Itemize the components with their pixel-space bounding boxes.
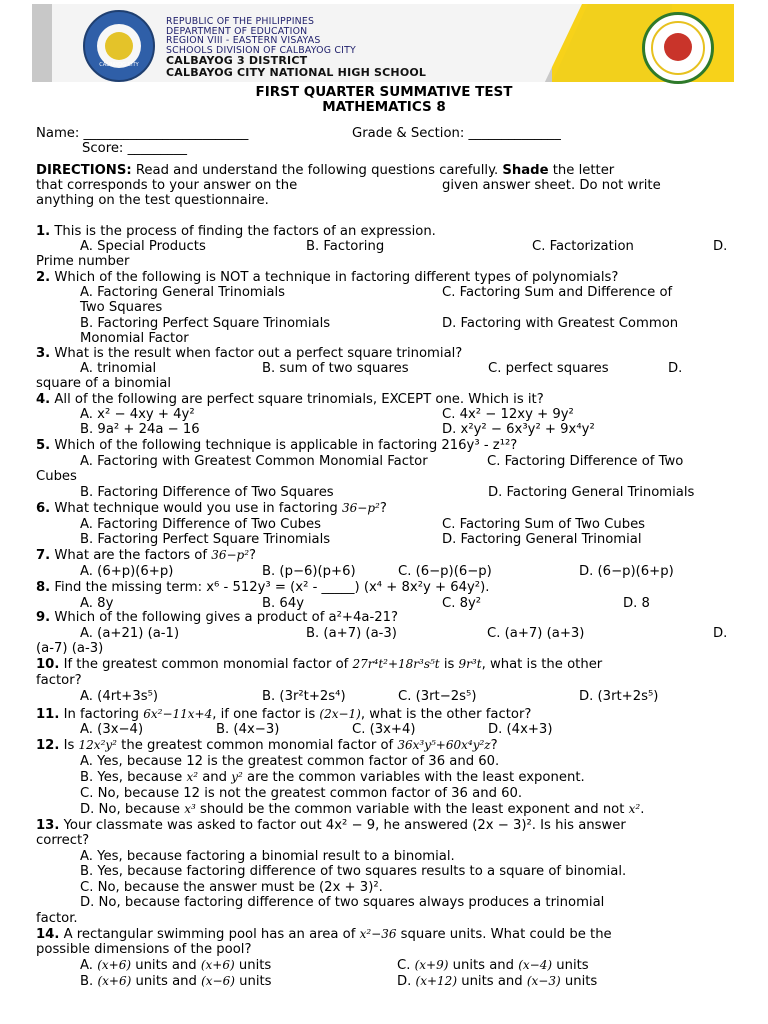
q6-option-c: C. Factoring Sum of Two Cubes: [442, 517, 646, 532]
q10-option-b: B. (3r²t+2s⁴): [262, 689, 346, 704]
question-10: 10. If the greatest common monomial factor of 27r⁴t²+18r³s⁵t is 9r³t, what is the other: [36, 657, 603, 672]
q9-option-d-text: (a-7) (a-3): [36, 641, 104, 656]
q9-option-a: A. (a+21) (a-1): [80, 626, 180, 641]
q2-option-d: D. Factoring with Greatest Common: [442, 316, 679, 331]
q1-option-d: D.: [713, 239, 728, 254]
header-line-school: CALBAYOG CITY NATIONAL HIGH SCHOOL: [166, 65, 427, 79]
header-line-division: SCHOOLS DIVISION OF CALBAYOG CITY: [166, 44, 356, 56]
q7-option-b: B. (p−6)(p+6): [262, 564, 356, 579]
q13-option-b: B. Yes, because factoring difference of two squares results to a square of binomial.: [80, 864, 627, 879]
q13-option-d: D. No, because factoring difference of two squares always produces a trinomial: [80, 895, 605, 910]
school-seal-logo: [642, 12, 714, 84]
q2-option-c: C. Factoring Sum and Difference of: [442, 285, 673, 300]
q2-option-b: B. Factoring Perfect Square Trinomials: [80, 316, 331, 331]
q11-option-a: A. (3x−4): [80, 722, 144, 737]
question-13-cont: correct?: [36, 833, 90, 848]
header-text: [166, 17, 426, 78]
question-13: 13. Your classmate was asked to factor out 4x² − 9, he answered (2x − 3)². Is his answer: [36, 818, 626, 833]
q1-option-d-text: Prime number: [36, 254, 130, 269]
q11-option-b: B. (4x−3): [216, 722, 280, 737]
question-10-cont: factor?: [36, 673, 82, 688]
q12-option-a: A. Yes, because 12 is the greatest common factor of 36 and 60.: [80, 754, 500, 769]
q3-option-d-text: square of a binomial: [36, 376, 172, 391]
q6-option-d: D. Factoring General Trinomial: [442, 532, 642, 547]
q4-option-c: C. 4x² − 12xy + 9y²: [442, 407, 574, 422]
q1-option-c: C. Factorization: [532, 239, 634, 254]
q14-option-a: A. (x+6) units and (x+6) units: [80, 958, 272, 973]
q6-option-a: A. Factoring Difference of Two Cubes: [80, 517, 322, 532]
q2-option-a: A. Factoring General Trinomials: [80, 285, 286, 300]
q1-option-a: A. Special Products: [80, 239, 206, 254]
q3-option-a: A. trinomial: [80, 361, 157, 376]
question-14: 14. A rectangular swimming pool has an area of x²−36 square units. What could be the: [36, 927, 612, 942]
q7-option-d: D. (6−p)(6+p): [579, 564, 674, 579]
q5-option-c-cont: Cubes: [36, 469, 77, 484]
q2-option-c-cont: Two Squares: [80, 300, 163, 315]
question-5: 5. Which of the following technique is applicable in factoring 216y³ - z¹²?: [36, 438, 518, 453]
header-line-district: CALBAYOG 3 DISTRICT: [166, 54, 308, 68]
question-7: 7. What are the factors of 36−p²?: [36, 548, 257, 563]
q11-option-c: C. (3x+4): [352, 722, 416, 737]
q12-option-b: B. Yes, because x² and y² are the common variables with the least exponent.: [80, 770, 585, 785]
q13-option-a: A. Yes, because factoring a binomial result to a binomial.: [80, 849, 455, 864]
q9-option-c: C. (a+7) (a+3): [487, 626, 585, 641]
q11-option-d: D. (4x+3): [488, 722, 553, 737]
question-2: 2. Which of the following is NOT a technique in factoring different types of polynomials?: [36, 270, 619, 285]
question-3: 3. What is the result when factor out a perfect square trinomial?: [36, 346, 463, 361]
question-9: 9. Which of the following gives a product of a²+4a-21?: [36, 610, 398, 625]
question-14-cont: possible dimensions of the pool?: [36, 942, 252, 957]
header-line-republic: REPUBLIC OF THE PHILIPPINES: [166, 16, 315, 27]
directions-line-2b: given answer sheet. Do not write: [442, 178, 661, 193]
header-line-deped: DEPARTMENT OF EDUCATION: [166, 25, 308, 37]
q6-option-b: B. Factoring Perfect Square Trinomials: [80, 532, 331, 547]
subject-title: MATHEMATICS 8: [322, 99, 446, 115]
q5-option-a: A. Factoring with Greatest Common Monomial Factor: [80, 454, 428, 469]
question-4: 4. All of the following are perfect square trinomials, EXCEPT one. Which is it?: [36, 392, 544, 407]
q8-option-d: D. 8: [623, 596, 650, 611]
directions-label: DIRECTIONS:: [36, 163, 132, 178]
q8-option-b: B. 64y: [262, 596, 305, 611]
q8-option-a: A. 8y: [80, 596, 114, 611]
q14-option-b: B. (x+6) units and (x−6) units: [80, 974, 272, 989]
score-field: Score: _________: [82, 141, 187, 156]
left-logo-text: CALBAYOG CITY: [99, 62, 139, 68]
q4-option-d: D. x²y² − 6x³y² + 9x⁴y²: [442, 422, 595, 437]
q5-option-c: C. Factoring Difference of Two: [487, 454, 684, 469]
q3-option-c: C. perfect squares: [488, 361, 609, 376]
q3-option-d: D.: [668, 361, 683, 376]
q8-option-c: C. 8y²: [442, 596, 482, 611]
question-12: 12. Is 12x²y² the greatest common monomial factor of 36x³y⁵+60x⁴y²z?: [36, 738, 498, 753]
q7-option-c: C. (6−p)(6−p): [398, 564, 492, 579]
header-line-region: REGION VIII - EASTERN VISAYAS: [166, 35, 321, 47]
q13-option-c: C. No, because the answer must be (2x + 3)².: [80, 880, 383, 895]
q7-option-a: A. (6+p)(6+p): [80, 564, 174, 579]
name-field: Name: _________________________: [36, 126, 249, 141]
q9-option-b: B. (a+7) (a-3): [306, 626, 397, 641]
question-6: 6. What technique would you use in factoring 36−p²?: [36, 501, 387, 516]
q4-option-b: B. 9a² + 24a − 16: [80, 422, 200, 437]
q10-option-c: C. (3rt−2s⁵): [398, 689, 477, 704]
question-1: 1. This is the process of finding the factors of an expression.: [36, 224, 436, 239]
q4-option-a: A. x² − 4xy + 4y²: [80, 407, 195, 422]
directions-line-1: DIRECTIONS: Read and understand the following questions carefully. Shade the letter: [36, 163, 615, 178]
q5-option-b: B. Factoring Difference of Two Squares: [80, 485, 334, 500]
q2-option-d-cont: Monomial Factor: [80, 331, 189, 346]
question-8: 8. Find the missing term: x⁶ - 512y³ = (x² - _____) (x⁴ + 8x²y + 64y²).: [36, 580, 490, 595]
q9-option-d: D.: [713, 626, 728, 641]
q12-option-d: D. No, because x³ should be the common variable with the least exponent and not x².: [80, 802, 645, 817]
directions-line-3: anything on the test questionnaire.: [36, 193, 269, 208]
q14-option-c: C. (x+9) units and (x−4) units: [397, 958, 589, 973]
q1-option-b: B. Factoring: [306, 239, 385, 254]
q13-option-d-cont: factor.: [36, 911, 78, 926]
grade-section-field: Grade & Section: ______________: [352, 126, 561, 141]
question-11: 11. In factoring 6x²−11x+4, if one factor is (2x−1), what is the other factor?: [36, 707, 532, 722]
q12-option-c: C. No, because 12 is not the greatest common factor of 36 and 60.: [80, 786, 523, 801]
q10-option-d: D. (3rt+2s⁵): [579, 689, 659, 704]
q10-option-a: A. (4rt+3s⁵): [80, 689, 159, 704]
division-seal-logo: [83, 10, 155, 82]
q14-option-d: D. (x+12) units and (x−3) units: [397, 974, 598, 989]
test-title: FIRST QUARTER SUMMATIVE TEST: [255, 84, 513, 100]
directions-line-2a: that corresponds to your answer on the: [36, 178, 298, 193]
q5-option-d: D. Factoring General Trinomials: [488, 485, 695, 500]
q3-option-b: B. sum of two squares: [262, 361, 409, 376]
